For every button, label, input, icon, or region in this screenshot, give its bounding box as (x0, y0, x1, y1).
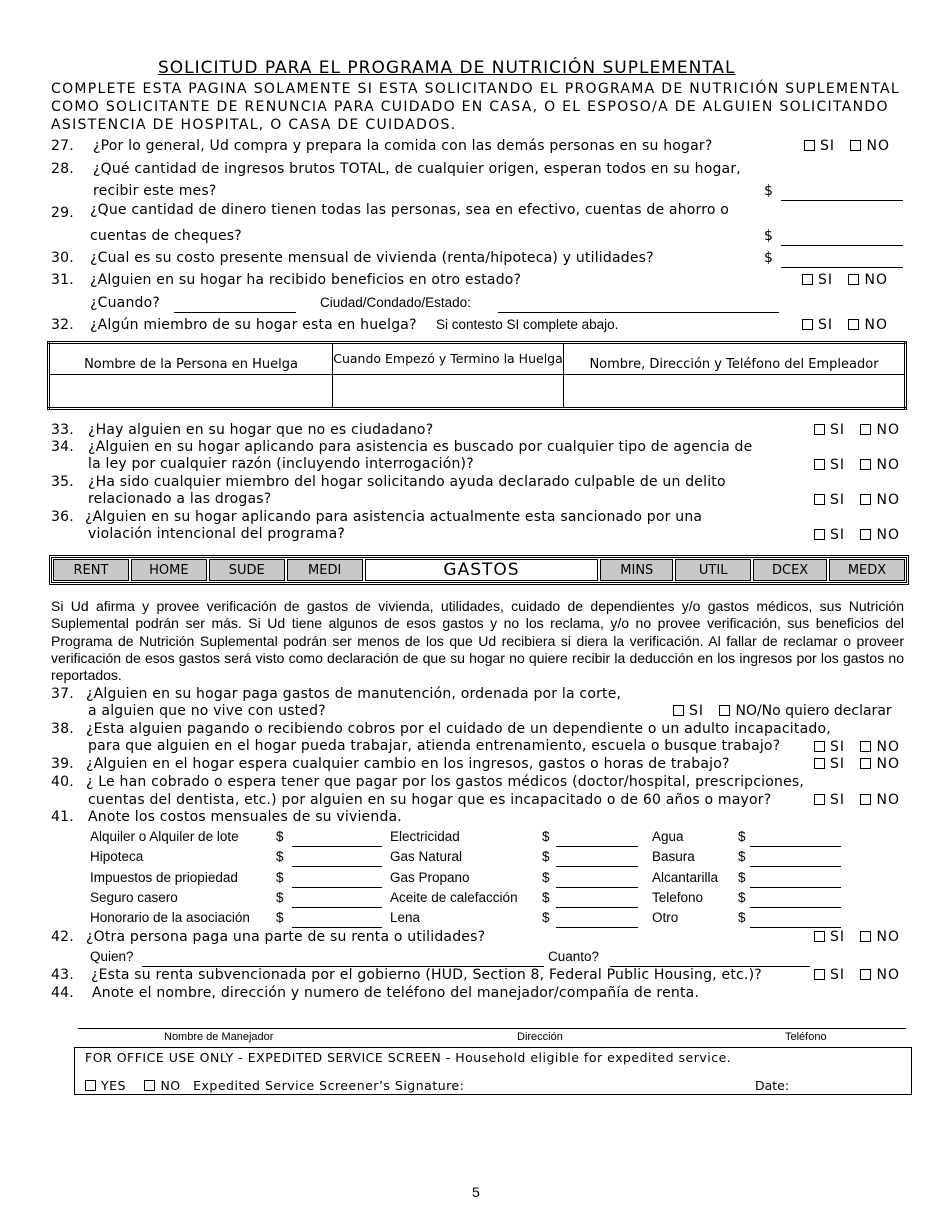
q27-text: ¿Por lo general, Ud compra y prepara la comida con las demás personas en su hogar? (93, 138, 713, 154)
strike-col-employer: Nombre, Dirección y Teléfono del Empleador (564, 343, 906, 375)
expense-heating-oil-label: Aceite de calefacción (390, 890, 518, 905)
expense-dollar: $ (738, 910, 746, 925)
q29-dollar: $ (764, 228, 774, 244)
q42-text: ¿Otra persona paga una parte de su renta o utilidades? (86, 929, 486, 945)
strike-person-field[interactable] (49, 375, 333, 409)
expense-propane-label: Gas Propano (390, 870, 470, 885)
q27-number: 27. (51, 138, 74, 154)
q43-options (814, 967, 900, 983)
q32-yes-checkbox[interactable] (802, 319, 813, 330)
gastos-medx: MEDX (829, 559, 905, 581)
q33-options (814, 422, 900, 438)
intro-line-2: COMO SOLICITANTE DE RENUNCIA PARA CUIDADO EN CASA, O EL ESPOSO/A DE ALGUIEN SOLICITANDO (51, 99, 889, 115)
office-use-options (85, 1078, 464, 1093)
office-use-title: FOR OFFICE USE ONLY - EXPEDITED SERVICE SCREEN - Household eligible for expedited service. (85, 1050, 732, 1065)
q30-text: ¿Cual es su costo presente mensual de vivienda (renta/hipoteca) y utilidades? (90, 250, 654, 266)
expense-rent-field[interactable] (292, 846, 382, 847)
page-title: SOLICITUD PARA EL PROGRAMA DE NUTRICIÓN SUPLEMENTAL (158, 58, 736, 78)
q33-text: ¿Hay alguien en su hogar que no es ciudadano? (88, 422, 434, 438)
q41-text: Anote los costos mensuales de su vivienda. (88, 809, 402, 825)
expense-trash-label: Basura (652, 849, 695, 864)
q31-options (802, 272, 888, 288)
q36-no-checkbox[interactable] (860, 529, 871, 540)
expedited-yes-label: YES (101, 1078, 126, 1093)
expense-association-field[interactable] (292, 927, 382, 928)
q27-yes-checkbox[interactable] (804, 140, 815, 151)
q44-address-label: Dirección (517, 1031, 563, 1043)
q28-text-2: recibir este mes? (93, 183, 217, 199)
q42-yes-checkbox[interactable] (814, 931, 825, 942)
q44-text: Anote el nombre, dirección y numero de teléfono del manejador/compañía de renta. (92, 985, 700, 1001)
q38-no-label: NO (876, 739, 900, 755)
expense-mortgage-label: Hipoteca (90, 849, 144, 864)
q29-text-1: ¿Que cantidad de dinero tienen todas las personas, sea en efectivo, cuentas de ahorro o (90, 202, 730, 218)
q40-options (814, 792, 900, 808)
q36-number: 36. (51, 509, 74, 525)
q41-number: 41. (51, 809, 74, 825)
expense-mortgage-field[interactable] (292, 866, 382, 867)
expense-natural-gas-field[interactable] (556, 866, 638, 867)
q37-number: 37. (51, 686, 74, 702)
q30-number: 30. (51, 250, 74, 266)
q37-no-label: NO/No quiero declarar (735, 703, 892, 719)
q44-manager-label: Nombre de Manejador (164, 1031, 274, 1043)
expense-property-tax-field[interactable] (292, 887, 382, 888)
q29-number: 29. (51, 205, 74, 221)
gastos-title: GASTOS (365, 559, 599, 581)
expense-trash-field[interactable] (750, 866, 841, 867)
q37-yes-checkbox[interactable] (673, 705, 684, 716)
q38-text-2: para que alguien en el hogar pueda trabajar, atienda entrenamiento, escuela o busque trabajo? (88, 738, 781, 754)
gastos-rent: RENT (53, 559, 129, 581)
q27-options (804, 138, 890, 154)
expense-dollar: $ (276, 910, 284, 925)
q42-yes-label: SI (830, 929, 846, 945)
q33-yes-label: SI (830, 422, 846, 438)
q33-yes-checkbox[interactable] (814, 424, 825, 435)
q31-place-label: Ciudad/Condado/Estado: (320, 295, 471, 310)
strike-employer-field[interactable] (564, 375, 906, 409)
q40-text-1: ¿ Le han cobrado o espera tener que pagar por los gastos médicos (doctor/hospital, prescripciones, (86, 774, 805, 790)
strike-dates-field[interactable] (333, 375, 564, 409)
expense-water-field[interactable] (750, 846, 841, 847)
strike-col-dates: Cuando Empezó y Termino la Huelga (333, 343, 564, 375)
q37-options (673, 703, 892, 719)
q38-no-checkbox[interactable] (860, 741, 871, 752)
q38-number: 38. (51, 721, 74, 737)
expense-dollar: $ (542, 890, 550, 905)
q43-yes-label: SI (830, 967, 846, 983)
expense-dollar: $ (542, 849, 550, 864)
q32-no-checkbox[interactable] (848, 319, 859, 330)
q39-no-label: NO (876, 756, 900, 772)
gastos-mins: MINS (600, 559, 673, 581)
q37-text-2: a alguien que no vive con usted? (88, 703, 326, 719)
q27-yes-label: SI (820, 138, 836, 154)
q28-text-1: ¿Qué cantidad de ingresos brutos TOTAL, de cualquier origen, esperan todos en su hogar, (93, 161, 741, 177)
q39-no-checkbox[interactable] (860, 758, 871, 769)
expense-dollar: $ (276, 829, 284, 844)
gastos-util: UTIL (675, 559, 751, 581)
q38-yes-label: SI (830, 739, 846, 755)
expense-water-label: Agua (652, 829, 684, 844)
q30-dollar: $ (764, 250, 774, 266)
q33-no-label: NO (876, 422, 900, 438)
q37-text-1: ¿Alguien en su hogar paga gastos de manutención, ordenada por la corte, (86, 686, 622, 702)
q34-options (814, 457, 900, 473)
expense-dollar: $ (542, 910, 550, 925)
gastos-dcex: DCEX (753, 559, 827, 581)
q44-phone-label: Teléfono (785, 1031, 827, 1043)
gastos-sude: SUDE (209, 559, 285, 581)
expense-dollar: $ (738, 849, 746, 864)
intro-line-1: COMPLETE ESTA PAGINA SOLAMENTE SI ESTA SOLICITANDO EL PROGRAMA DE NUTRICIÓN SUPLEMENTAL (51, 81, 901, 97)
q31-yes-checkbox[interactable] (802, 274, 813, 285)
q36-options (814, 527, 900, 543)
expense-phone-field[interactable] (750, 907, 841, 908)
q36-text-1: ¿Alguien en su hogar aplicando para asistencia actualmente esta sancionado por una (85, 509, 703, 525)
q29-text-2: cuentas de cheques? (90, 228, 242, 244)
expense-rent-label: Alquiler o Alquiler de lote (90, 829, 239, 844)
q32-yes-label: SI (818, 317, 834, 333)
q32-no-label: NO (864, 317, 888, 333)
q42-options (814, 929, 900, 945)
page-number: 5 (472, 1184, 480, 1200)
gastos-bar (49, 555, 909, 585)
q32-text: ¿Algún miembro de su hogar esta en huelga? (90, 317, 417, 333)
q28-dollar: $ (764, 183, 774, 199)
q40-text-2: cuentas del dentista, etc.) por alguien en su hogar que es incapacitado o de 60 años o mayor? (88, 792, 772, 808)
q35-number: 35. (51, 474, 74, 490)
q37-no-checkbox[interactable] (719, 705, 730, 716)
q40-yes-checkbox[interactable] (814, 794, 825, 805)
screener-signature-label: Expedited Service Screener’s Signature: (193, 1078, 465, 1093)
q35-yes-checkbox[interactable] (814, 494, 825, 505)
expense-dollar: $ (738, 870, 746, 885)
expense-insurance-field[interactable] (292, 907, 382, 908)
expense-dollar: $ (276, 870, 284, 885)
expense-dollar: $ (542, 829, 550, 844)
q43-yes-checkbox[interactable] (814, 969, 825, 980)
q31-place-field[interactable] (498, 312, 779, 313)
q36-yes-checkbox[interactable] (814, 529, 825, 540)
q32-note: Si contesto SI complete abajo. (436, 317, 619, 332)
q31-text: ¿Alguien en su hogar ha recibido beneficios en otro estado? (90, 272, 522, 288)
q28-number: 28. (51, 161, 74, 177)
q42-how-much-label: Cuanto? (548, 949, 600, 964)
expense-property-tax-label: Impuestos de priopiedad (90, 870, 238, 885)
expense-other-field[interactable] (750, 927, 841, 928)
q42-number: 42. (51, 929, 74, 945)
expense-association-label: Honorario de la asociación (90, 910, 250, 925)
q37-yes-label: SI (689, 703, 705, 719)
office-use-box (74, 1047, 912, 1095)
q30-amount-field[interactable] (781, 267, 903, 268)
expense-dollar: $ (542, 870, 550, 885)
strike-table (47, 341, 907, 410)
q40-no-label: NO (876, 792, 900, 808)
expense-electricity-field[interactable] (556, 846, 638, 847)
q36-no-label: NO (876, 527, 900, 543)
strike-col-person: Nombre de la Persona en Huelga (49, 343, 333, 375)
q34-no-label: NO (876, 457, 900, 473)
q33-number: 33. (51, 422, 74, 438)
q38-options (814, 739, 900, 755)
q34-number: 34. (51, 439, 74, 455)
q38-yes-checkbox[interactable] (814, 741, 825, 752)
q35-no-label: NO (876, 492, 900, 508)
expense-phone-label: Telefono (652, 890, 704, 905)
q40-number: 40. (51, 774, 74, 790)
q43-no-label: NO (876, 967, 900, 983)
q32-number: 32. (51, 317, 74, 333)
gastos-home: HOME (131, 559, 207, 581)
q35-options (814, 492, 900, 508)
q31-number: 31. (51, 272, 74, 288)
q31-when-label: ¿Cuando? (90, 295, 161, 311)
q31-when-field[interactable] (174, 312, 296, 313)
expedited-no-checkbox[interactable] (144, 1080, 155, 1091)
q35-yes-label: SI (830, 492, 846, 508)
expense-electricity-label: Electricidad (390, 829, 460, 844)
q34-no-checkbox[interactable] (860, 459, 871, 470)
q31-yes-label: SI (818, 272, 834, 288)
q39-options (814, 756, 900, 772)
gastos-medi: MEDI (287, 559, 363, 581)
expedited-no-label: NO (160, 1078, 181, 1093)
q39-text: ¿Alguien en el hogar espera cualquier cambio en los ingresos, gastos o horas de trabajo? (86, 756, 730, 772)
q39-yes-label: SI (830, 756, 846, 772)
q36-yes-label: SI (830, 527, 846, 543)
q35-no-checkbox[interactable] (860, 494, 871, 505)
q34-yes-checkbox[interactable] (814, 459, 825, 470)
expense-natural-gas-label: Gas Natural (390, 849, 463, 864)
q39-yes-checkbox[interactable] (814, 758, 825, 769)
q42-no-label: NO (876, 929, 900, 945)
q42-who-label: Quien? (90, 949, 134, 964)
expense-dollar: $ (738, 890, 746, 905)
q40-no-checkbox[interactable] (860, 794, 871, 805)
q27-no-label: NO (866, 138, 890, 154)
expense-sewer-label: Alcantarilla (652, 870, 719, 885)
expense-wood-label: Lena (390, 910, 421, 925)
q27-no-checkbox[interactable] (850, 140, 861, 151)
q38-text-1: ¿Esta alguien pagando o recibiendo cobros por el cuidado de un dependiente o un adulto incapacitado, (86, 721, 831, 737)
q31-no-label: NO (864, 272, 888, 288)
q40-yes-label: SI (830, 792, 846, 808)
expense-dollar: $ (276, 890, 284, 905)
expense-insurance-label: Seguro casero (90, 890, 178, 905)
expense-other-label: Otro (652, 910, 679, 925)
q43-text: ¿Esta su renta subvencionada por el gobierno (HUD, Section 8, Federal Public Housing, etc.)? (91, 967, 762, 983)
expense-dollar: $ (276, 849, 284, 864)
q43-no-checkbox[interactable] (860, 969, 871, 980)
expense-heating-oil-field[interactable] (556, 907, 638, 908)
expense-sewer-field[interactable] (750, 887, 841, 888)
intro-line-3: ASISTENCIA DE HOSPITAL, O CASA DE CUIDADOS. (51, 117, 457, 133)
expense-propane-field[interactable] (556, 887, 638, 888)
expense-dollar: $ (738, 829, 746, 844)
q44-number: 44. (51, 985, 74, 1001)
q33-no-checkbox[interactable] (860, 424, 871, 435)
q44-manager-field[interactable] (78, 1028, 906, 1029)
q34-yes-label: SI (830, 457, 846, 473)
q35-text-1: ¿Ha sido cualquier miembro del hogar solicitando ayuda declarado culpable de un delito (88, 474, 726, 490)
gastos-paragraph: Si Ud afirma y provee verificación de gastos de vivienda, utilidades, cuidado de dependientes y/o gastos médicos, sus Nutrición Suplemental podrán ser más. Si Ud tiene algunos de esos gastos y no los reclama, y/o no provee verificación, sus beneficios del Programa de Nutrición Suplemental podrán ser menos de los que Ud recibiera si diera la verificación. Al fallar de reclamar o proveer verificación de esos gastos será visto como declaración de que su hogar no quiere recibir la deducción en los ingresos por los gastos no reportados. (51, 598, 904, 684)
q36-text-2: violación intencional del programa? (88, 526, 345, 542)
q43-number: 43. (51, 967, 74, 983)
q39-number: 39. (51, 756, 74, 772)
office-date-label: Date: (755, 1078, 790, 1093)
q35-text-2: relacionado a las drogas? (88, 491, 272, 507)
q32-options (802, 317, 888, 333)
q34-text-2: la ley por cualquier razón (incluyendo interrogación)? (88, 456, 474, 472)
expense-wood-field[interactable] (556, 927, 638, 928)
q28-amount-field[interactable] (781, 200, 903, 201)
q29-amount-field[interactable] (781, 245, 903, 246)
q42-no-checkbox[interactable] (860, 931, 871, 942)
expedited-yes-checkbox[interactable] (85, 1080, 96, 1091)
q34-text-1: ¿Alguien en su hogar aplicando para asistencia es buscado por cualquier tipo de agencia de (88, 439, 753, 455)
q31-no-checkbox[interactable] (848, 274, 859, 285)
